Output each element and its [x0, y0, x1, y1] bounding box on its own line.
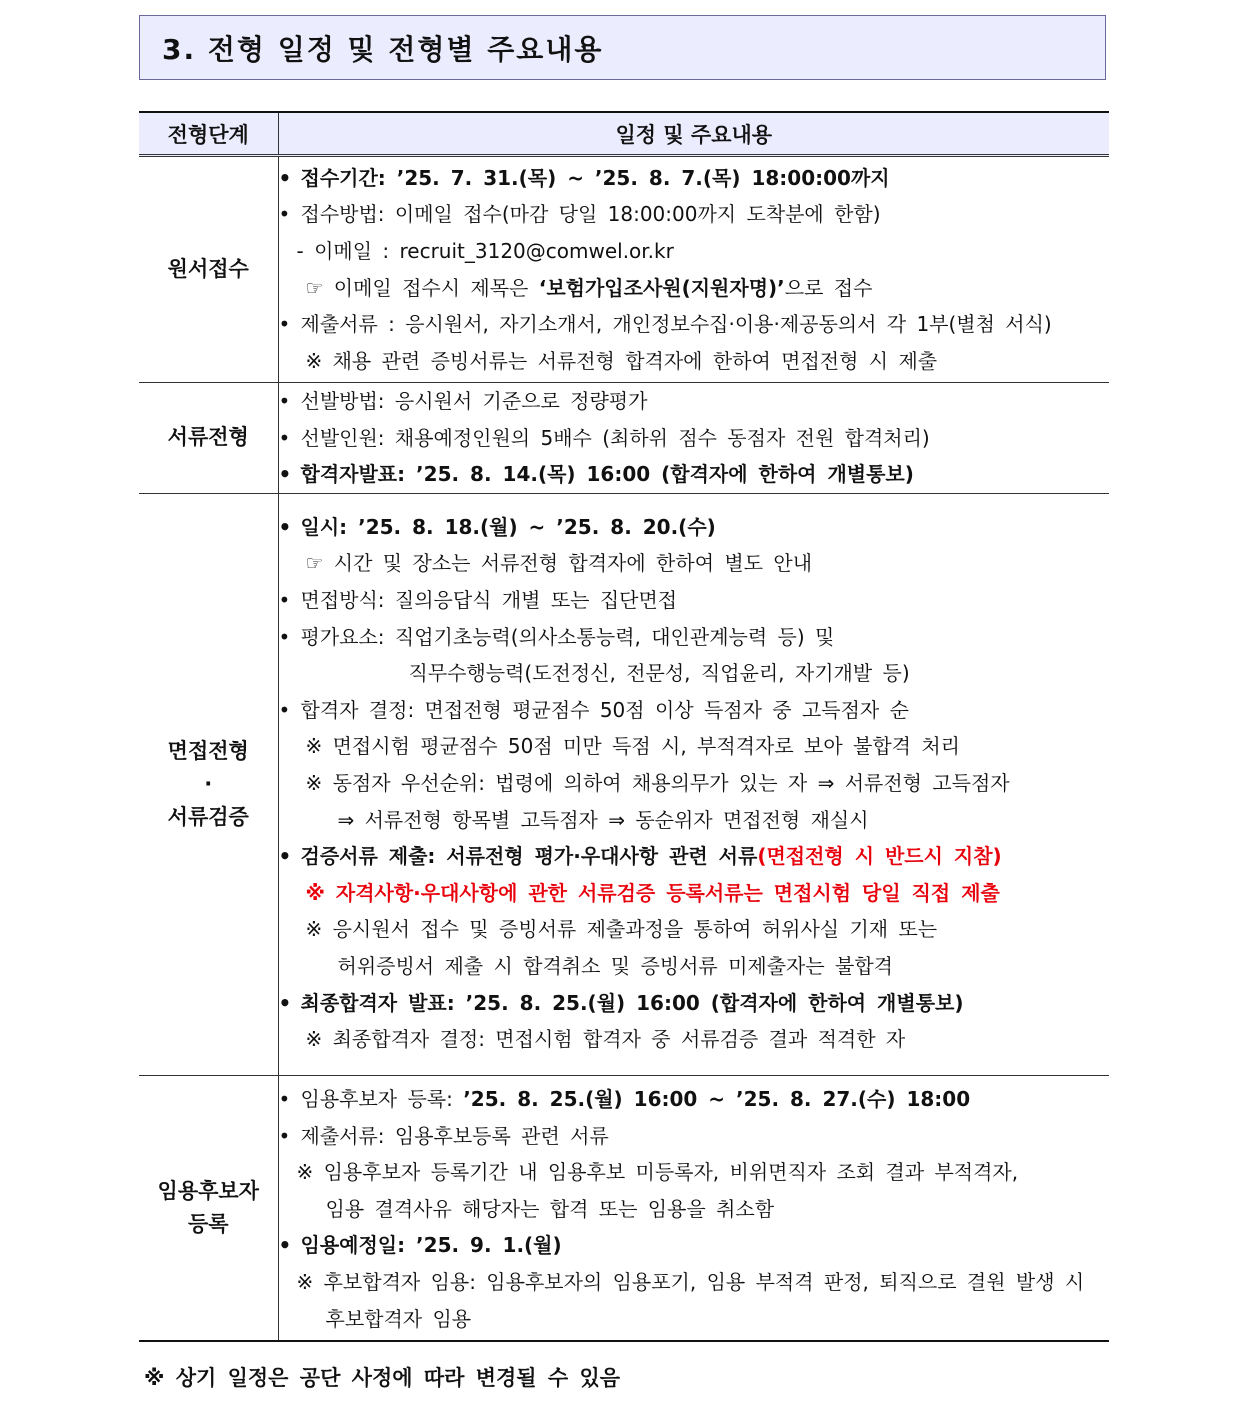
- line-fail-note: ※ 면접시험 평균점수 50점 미만 득점 시, 부적격자로 보아 불합격 처리: [305, 734, 960, 759]
- line-venue-note: ☞ 시간 및 장소는 서류전형 합격자에 한하여 별도 안내: [305, 551, 813, 576]
- section-title: 3. 전형 일정 및 전형별 주요내용: [139, 15, 1106, 80]
- line-false-note-cont: 허위증빙서 제출 시 합격취소 및 증빙서류 미제출자는 불합격: [337, 953, 894, 978]
- stage-line-1: 면접전형: [167, 738, 249, 763]
- content-cell: [278, 383, 1109, 494]
- line-final-announcement: • 최종합격자 발표: ’25. 8. 25.(월) 16:00 (합격자에 한하여 개별통보): [278, 990, 964, 1015]
- line-email: - 이메일 : recruit_3120@comwel.or.kr: [296, 238, 674, 263]
- header-stage: 전형단계: [139, 112, 278, 156]
- line-evaluation-cont: 직무수행능력(도전정신, 전문성, 직업윤리, 자기개발 등): [408, 661, 910, 686]
- line-pass-decision: • 합격자 결정: 면접전형 평균점수 50점 이상 득점자 중 고득점자 순: [278, 697, 909, 722]
- line-dates: • 일시: ’25. 8. 18.(월) ~ ’25. 8. 20.(수): [278, 514, 716, 539]
- line-verification-docs: • 검증서류 제출: 서류전형 평가·우대사항 관련 서류(면접전형 시 반드시 지참): [278, 844, 1002, 869]
- line-selection-method: • 선발방법: 응시원서 기준으로 정량평가: [278, 389, 648, 413]
- line-method: • 접수방법: 이메일 접수(마감 당일 18:00:00까지 도착분에 한함): [278, 202, 881, 227]
- stage-separator: ·: [204, 771, 213, 796]
- line-evaluation: • 평가요소: 직업기초능력(의사소통능력, 대인관계능력 등) 및: [278, 624, 835, 649]
- header-content: 일정 및 주요내용: [278, 112, 1109, 156]
- table-row-candidate-registration: [139, 1075, 1109, 1341]
- stage-cell: 원서접수: [139, 156, 278, 383]
- content-cell: [278, 156, 1109, 383]
- line-tie-priority: ※ 동점자 우선순위: 법령에 의하여 채용의무가 있는 자 ⇒ 서류전형 고득점자: [305, 770, 1010, 795]
- line-selection-count: • 선발인원: 채용예정인원의 5배수 (최하위 점수 동점자 전원 합격처리): [278, 425, 930, 450]
- table-header-row: [139, 112, 1109, 156]
- stage-line-2: 등록: [187, 1212, 229, 1237]
- content-cell: [278, 1075, 1109, 1341]
- line-documents: • 제출서류 : 응시원서, 자기소개서, 개인정보수집·이용·제공동의서 각 1부(별첨 서식): [278, 312, 1052, 337]
- line-period: • 접수기간: ’25. 7. 31.(목) ~ ’25. 8. 7.(목) 18:00:00까지: [278, 165, 890, 190]
- line-cancel-note: ※ 임용후보자 등록기간 내 임용후보 미등록자, 비위면직자 조회 결과 부적격자,: [296, 1160, 1019, 1185]
- line-false-note: ※ 응시원서 접수 및 증빙서류 제출과정을 통하여 허위사실 기재 또는: [305, 917, 938, 942]
- line-alternate-note-cont: 후보합격자 임용: [325, 1306, 472, 1331]
- line-registration: • 임용후보자 등록: ’25. 8. 25.(월) 16:00 ~ ’25. 8. 27.(수) 18:00: [278, 1086, 971, 1111]
- line-email-subject: ☞ 이메일 접수시 제목은 ‘보험가입조사원(지원자명)’으로 접수: [305, 275, 873, 300]
- stage-line-2: 서류검증: [167, 804, 249, 829]
- stage-cell: 서류전형: [139, 383, 278, 494]
- table-row-document-screening: [139, 383, 1109, 494]
- line-reg-documents: • 제출서류: 임용후보등록 관련 서류: [278, 1123, 609, 1148]
- schedule-table: [139, 111, 1109, 1342]
- line-interview-type: • 면접방식: 질의응답식 개별 또는 집단면접: [278, 588, 678, 613]
- line-tie-priority-cont: ⇒ 서류전형 항목별 고득점자 ⇒ 동순위자 면접전형 재실시: [337, 807, 869, 832]
- stage-cell: [139, 1075, 278, 1341]
- footnote: ※ 상기 일정은 공단 사정에 따라 변경될 수 있음: [144, 1366, 621, 1390]
- line-red-note: ※ 자격사항·우대사항에 관한 서류검증 등록서류는 면접시험 당일 직접 제출: [305, 880, 1000, 905]
- table-row-application: [139, 156, 1109, 383]
- stage-cell: [139, 493, 278, 1075]
- stage-line-1: 임용후보자: [157, 1179, 259, 1204]
- line-announcement: • 합격자발표: ’25. 8. 14.(목) 16:00 (합격자에 한하여 개별통보): [278, 462, 914, 487]
- line-note: ※ 채용 관련 증빙서류는 서류전형 합격자에 한하여 면접전형 시 제출: [305, 348, 938, 373]
- line-appointment-date: • 임용예정일: ’25. 9. 1.(월): [278, 1233, 562, 1258]
- table-row-interview: [139, 493, 1109, 1075]
- line-cancel-note-cont: 임용 결격사유 해당자는 합격 또는 임용을 취소함: [325, 1196, 775, 1221]
- line-alternate-note: ※ 후보합격자 임용: 임용후보자의 임용포기, 임용 부적격 판정, 퇴직으로 결원 발생 시: [296, 1269, 1085, 1294]
- line-final-decision: ※ 최종합격자 결정: 면접시험 합격자 중 서류검증 결과 적격한 자: [305, 1027, 906, 1052]
- content-cell: [278, 493, 1109, 1075]
